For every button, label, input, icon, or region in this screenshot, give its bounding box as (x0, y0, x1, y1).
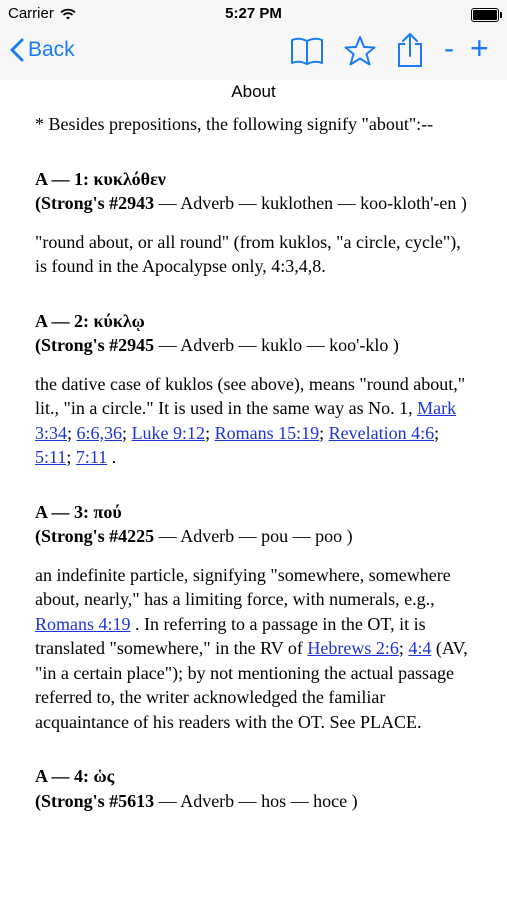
scripture-link[interactable]: 6:6,36 (76, 422, 123, 443)
scripture-link[interactable]: Mark 3:34 (35, 398, 457, 443)
navigation-bar (0, 28, 507, 80)
decrease-font-button[interactable]: - (444, 32, 454, 65)
definition-text: (AV, "in a certain place"); by not mentioning the actual passage referred to, the writer acknowledged the familiar acquaintance of his readers with the OT. See PLACE. (35, 638, 468, 732)
entry-strongs-line (35, 524, 475, 549)
share-icon[interactable] (396, 32, 424, 68)
definition-text: . (107, 447, 117, 467)
back-chevron-icon (10, 38, 24, 62)
status-bar (0, 0, 507, 28)
entry-definition: "round about, or all round" (from kuklos, "a circle, cycle"), is found in the Apocalypse only, 4:3,4,8. (35, 231, 461, 276)
page-title: About (231, 82, 276, 101)
star-icon[interactable] (344, 35, 376, 67)
intro-text: * Besides prepositions, the following signify "about":-- (35, 114, 434, 134)
book-icon[interactable] (290, 36, 324, 66)
definition-text: . In referring to a passage in the OT, it is translated "somewhere," in the RV of (35, 613, 426, 658)
entry-strongs-line (35, 333, 475, 358)
entry-header (35, 309, 475, 358)
back-button[interactable] (10, 38, 75, 62)
definition-text: the dative case of kuklos (see above), means "round about," lit., "in a circle." It is used in the same way as No. 1, (35, 373, 466, 418)
scripture-link[interactable]: Luke 9:12 (131, 422, 206, 443)
entry-info: — Adverb — pou — poo ) (154, 526, 353, 546)
strongs-number: (Strong's #4225 (35, 526, 155, 546)
back-label: Back (28, 38, 75, 61)
scripture-link[interactable]: Romans 15:19 (214, 422, 320, 443)
scripture-link[interactable]: Revelation 4:6 (328, 422, 435, 443)
entry-strongs-line (35, 191, 475, 216)
status-time: 5:27 PM (225, 5, 282, 22)
entry-header (35, 167, 475, 216)
scripture-link[interactable]: 4:4 (408, 638, 432, 658)
entry-title: A — 3: πού (35, 501, 122, 522)
entry-definition: the dative case of kuklos (see above), means "round about," lit., "in a circle." It is used in the same way as No. 1, Mark 3:34; 6:6,36; Luke 9:12; Romans 15:19; Revelation 4:6; 5:11; 7:11 . (35, 373, 466, 467)
strongs-number: (Strong's #2945 (35, 335, 155, 355)
entry-info: — Adverb — kuklo — koo'-klo ) (154, 335, 399, 355)
entry-title: A — 2: κύκλῳ (35, 310, 145, 331)
scripture-link[interactable]: 5:11 (35, 447, 67, 467)
battery-icon (471, 8, 499, 22)
article-content (35, 112, 475, 827)
entry-strongs-line (35, 789, 475, 814)
scripture-link[interactable]: Hebrews 2:6 (307, 638, 399, 658)
increase-font-button[interactable]: + (470, 30, 489, 66)
entry-header (35, 500, 475, 549)
entry-definition: an indefinite particle, signifying "somewhere, somewhere about, nearly," has a limiting force, with numerals, e.g., Romans 4:19 . In referring to a passage in the OT, it is translated "somewhere," in the RV of Hebrews 2:6; 4:4 (AV, "in a certain place"); by not mentioning the actual passage referred to, the writer acknowledged the familiar acquaintance of his readers with the OT. See PLACE. (35, 564, 468, 732)
entry-info: — Adverb — kuklothen — koo-kloth'-en ) (154, 193, 467, 213)
strongs-number: (Strong's #2943 (35, 193, 155, 213)
carrier-label: Carrier (8, 5, 54, 22)
strongs-number: (Strong's #5613 (35, 790, 155, 811)
entry-header (35, 764, 475, 813)
entry-title: A — 1: κυκλόθεν (35, 168, 166, 189)
definition-text: an indefinite particle, signifying "somewhere, somewhere about, nearly," has a limiting force, with numerals, e.g., (35, 564, 451, 609)
entry-info: — Adverb — hos — hoce ) (154, 790, 358, 811)
scripture-link[interactable]: Romans 4:19 (35, 613, 131, 634)
scripture-link[interactable]: 7:11 (75, 447, 108, 467)
entry-title: A — 4: ὡς (35, 766, 115, 786)
